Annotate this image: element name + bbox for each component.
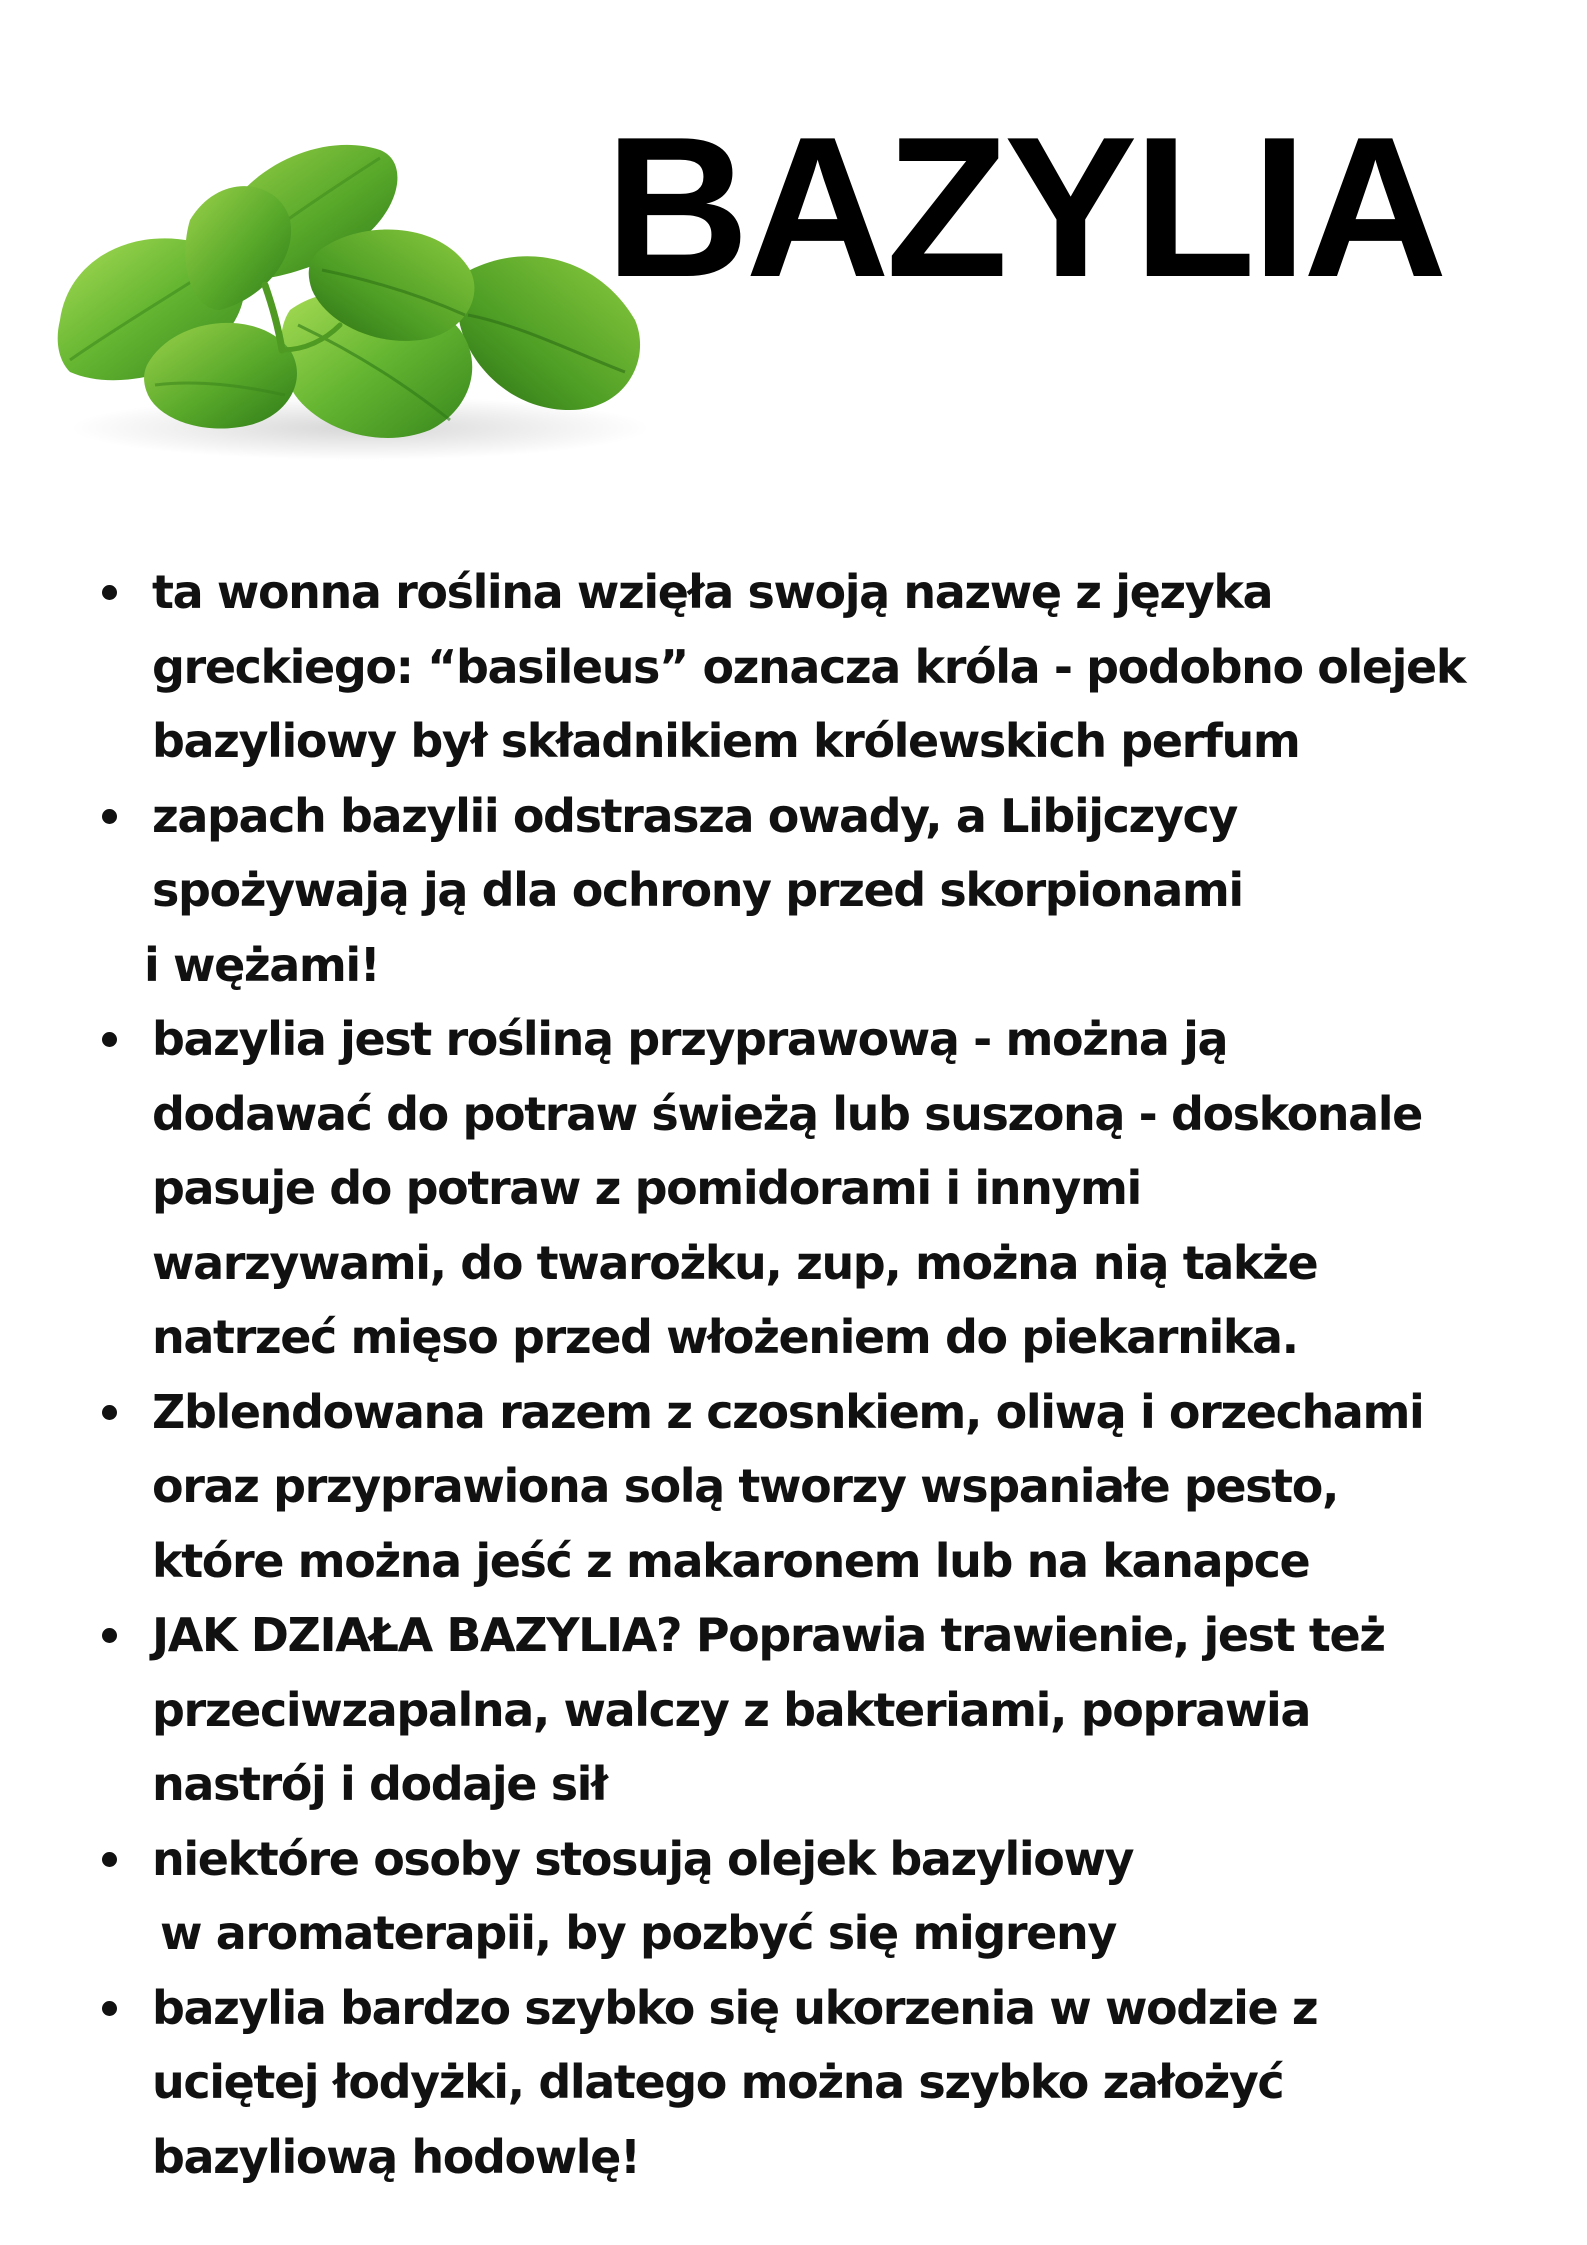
fact-line: JAK DZIAŁA BAZYLIA? Poprawia trawienie, jest też: [152, 1608, 1385, 1662]
bullet-icon: [102, 809, 117, 824]
list-item: [100, 1002, 1560, 1375]
fact-line: ta wonna roślina wzięła swoją nazwę z języka: [152, 565, 1273, 619]
fact-line: warzywami, do twarożku, zup, można nią także: [152, 1235, 1318, 1290]
bullet-icon: [102, 1032, 117, 1047]
list-item: [100, 1598, 1560, 1822]
fact-line: nastrój i dodaje sił: [152, 1757, 607, 1811]
fact-line: uciętej łodyżki, dlatego można szybko założyć: [152, 2055, 1284, 2109]
bullet-icon: [102, 1405, 117, 1420]
fact-line: w aromaterapii, by pozbyć się migreny: [160, 1906, 1116, 1960]
basil-leaves-icon: [40, 110, 650, 470]
bullet-icon: [102, 1852, 117, 1867]
fact-line: przeciwzapalna, walczy z bakteriami, poprawia: [152, 1682, 1310, 1737]
page-title: BAZYLIA: [605, 96, 1444, 319]
fact-line: oraz przyprawiona solą tworzy wspaniałe pesto,: [152, 1459, 1339, 1513]
list-item: [100, 1375, 1560, 1599]
fact-line: bazylia jest rośliną przyprawową - można ją: [152, 1012, 1228, 1066]
fact-line: spożywają ją dla ochrony przed skorpionami: [152, 863, 1243, 917]
fact-line: i wężami!: [144, 937, 380, 992]
facts-list: [100, 555, 1560, 2194]
fact-line: bazylia bardzo szybko się ukorzenia w wodzie z: [152, 1980, 1318, 2035]
fact-line: natrzeć mięso przed włożeniem do piekarnika.: [152, 1310, 1298, 1364]
fact-line: pasuje do potraw z pomidorami i innymi: [152, 1161, 1141, 1215]
fact-line: bazyliową hodowlę!: [152, 2129, 640, 2184]
fact-line: które można jeść z makaronem lub na kanapce: [152, 1533, 1310, 1588]
bullet-icon: [102, 2001, 117, 2016]
list-item: [100, 555, 1560, 779]
fact-line: zapach bazylii odstrasza owady, a Libijczycy: [152, 788, 1237, 843]
list-item: [100, 1822, 1560, 1971]
fact-line: Zblendowana razem z czosnkiem, oliwą i orzechami: [152, 1384, 1424, 1439]
fact-line: dodawać do potraw świeżą lub suszoną - doskonale: [152, 1086, 1422, 1141]
fact-line: niektóre osoby stosują olejek bazyliowy: [152, 1831, 1134, 1886]
fact-line: bazyliowy był składnikiem królewskich perfum: [152, 714, 1300, 768]
bullet-icon: [102, 585, 117, 600]
fact-line: greckiego: “basileus” oznacza króla - podobno olejek: [152, 639, 1466, 694]
list-item: [100, 779, 1560, 1003]
bullet-icon: [102, 1628, 117, 1643]
list-item: [100, 1971, 1560, 2195]
